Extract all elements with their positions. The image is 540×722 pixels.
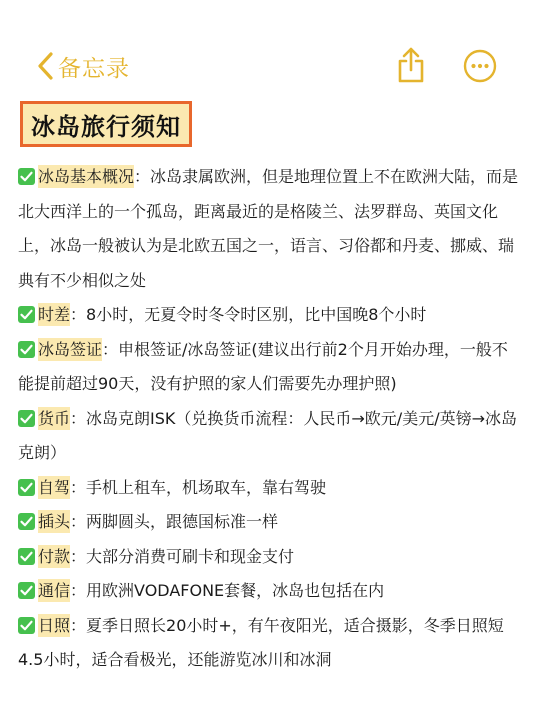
page-title-box — [20, 101, 192, 147]
item-label: 日照 — [38, 615, 71, 635]
check-icon — [18, 513, 35, 530]
check-icon — [18, 168, 35, 185]
list-item — [18, 574, 522, 609]
more-button[interactable] — [463, 49, 497, 83]
item-text: 冰岛隶属欧洲，但是地理位置上不在欧洲大陆，而是北大西洋上的一个孤岛，距离最近的是格陵兰、法罗群岛、英国文化上，冰岛一般被认为是北欧五国之一，语言、习俗都和丹麦、挪威、瑞典有不少相似之处 — [18, 167, 519, 290]
item-text: 8小时，无夏令时冬令时区别，比中国晚8个小时 — [86, 305, 427, 324]
back-button[interactable] — [36, 48, 130, 84]
note-content — [18, 160, 522, 678]
item-separator: ： — [70, 408, 87, 428]
check-icon — [18, 410, 35, 427]
item-label: 自驾 — [38, 477, 71, 497]
item-separator: ： — [70, 615, 87, 635]
list-item — [18, 540, 522, 575]
page-title: 冰岛旅行须知 — [31, 112, 181, 141]
list-item — [18, 333, 522, 402]
check-icon — [18, 479, 35, 496]
navigation-bar — [0, 0, 540, 100]
item-text: 冰岛克朗ISK（兑换货币流程：人民币→欧元/美元/英镑→冰岛克朗） — [18, 408, 517, 462]
item-separator: ： — [70, 512, 87, 531]
item-separator: ： — [70, 581, 87, 600]
check-icon — [18, 617, 35, 634]
list-item — [18, 402, 522, 471]
list-item — [18, 471, 522, 506]
item-text: 夏季日照长20小时+，有午夜阳光，适合摄影，冬季日照短4.5小时，适合看极光，还能游览冰川和冰洞 — [18, 615, 504, 669]
item-separator: ： — [70, 546, 87, 566]
more-circle-icon — [463, 49, 497, 83]
item-text: 两脚圆头，跟德国标准一样 — [86, 512, 279, 531]
list-item — [18, 160, 522, 298]
item-text: 申根签证/冰岛签证(建议出行前2个月开始办理，一般不能提前超过90天，没有护照的家人们需要先办理护照) — [18, 339, 508, 393]
item-label: 插头 — [38, 512, 71, 531]
share-icon — [396, 46, 426, 84]
list-item — [18, 298, 522, 333]
check-icon — [18, 341, 35, 358]
item-text: 手机上租车，机场取车，靠右驾驶 — [86, 477, 327, 497]
item-separator: ： — [70, 305, 87, 324]
item-label: 冰岛基本概况 — [38, 167, 135, 186]
item-separator: ： — [134, 167, 151, 186]
share-button[interactable] — [396, 46, 426, 84]
list-item — [18, 609, 522, 678]
back-label: 备忘录 — [58, 55, 130, 82]
item-label: 货币 — [38, 408, 71, 428]
item-label: 时差 — [38, 305, 71, 324]
item-separator: ： — [70, 477, 87, 497]
list-item — [18, 505, 522, 540]
item-label: 付款 — [38, 546, 71, 566]
check-icon — [18, 582, 35, 599]
item-separator: ： — [102, 339, 119, 359]
item-text: 用欧洲VODAFONE套餐，冰岛也包括在内 — [86, 581, 385, 600]
chevron-left-icon — [36, 51, 54, 81]
check-icon — [18, 548, 35, 565]
item-label: 通信 — [38, 581, 71, 600]
item-text: 大部分消费可刷卡和现金支付 — [86, 546, 295, 566]
check-icon — [18, 306, 35, 323]
item-label: 冰岛签证 — [38, 339, 103, 359]
